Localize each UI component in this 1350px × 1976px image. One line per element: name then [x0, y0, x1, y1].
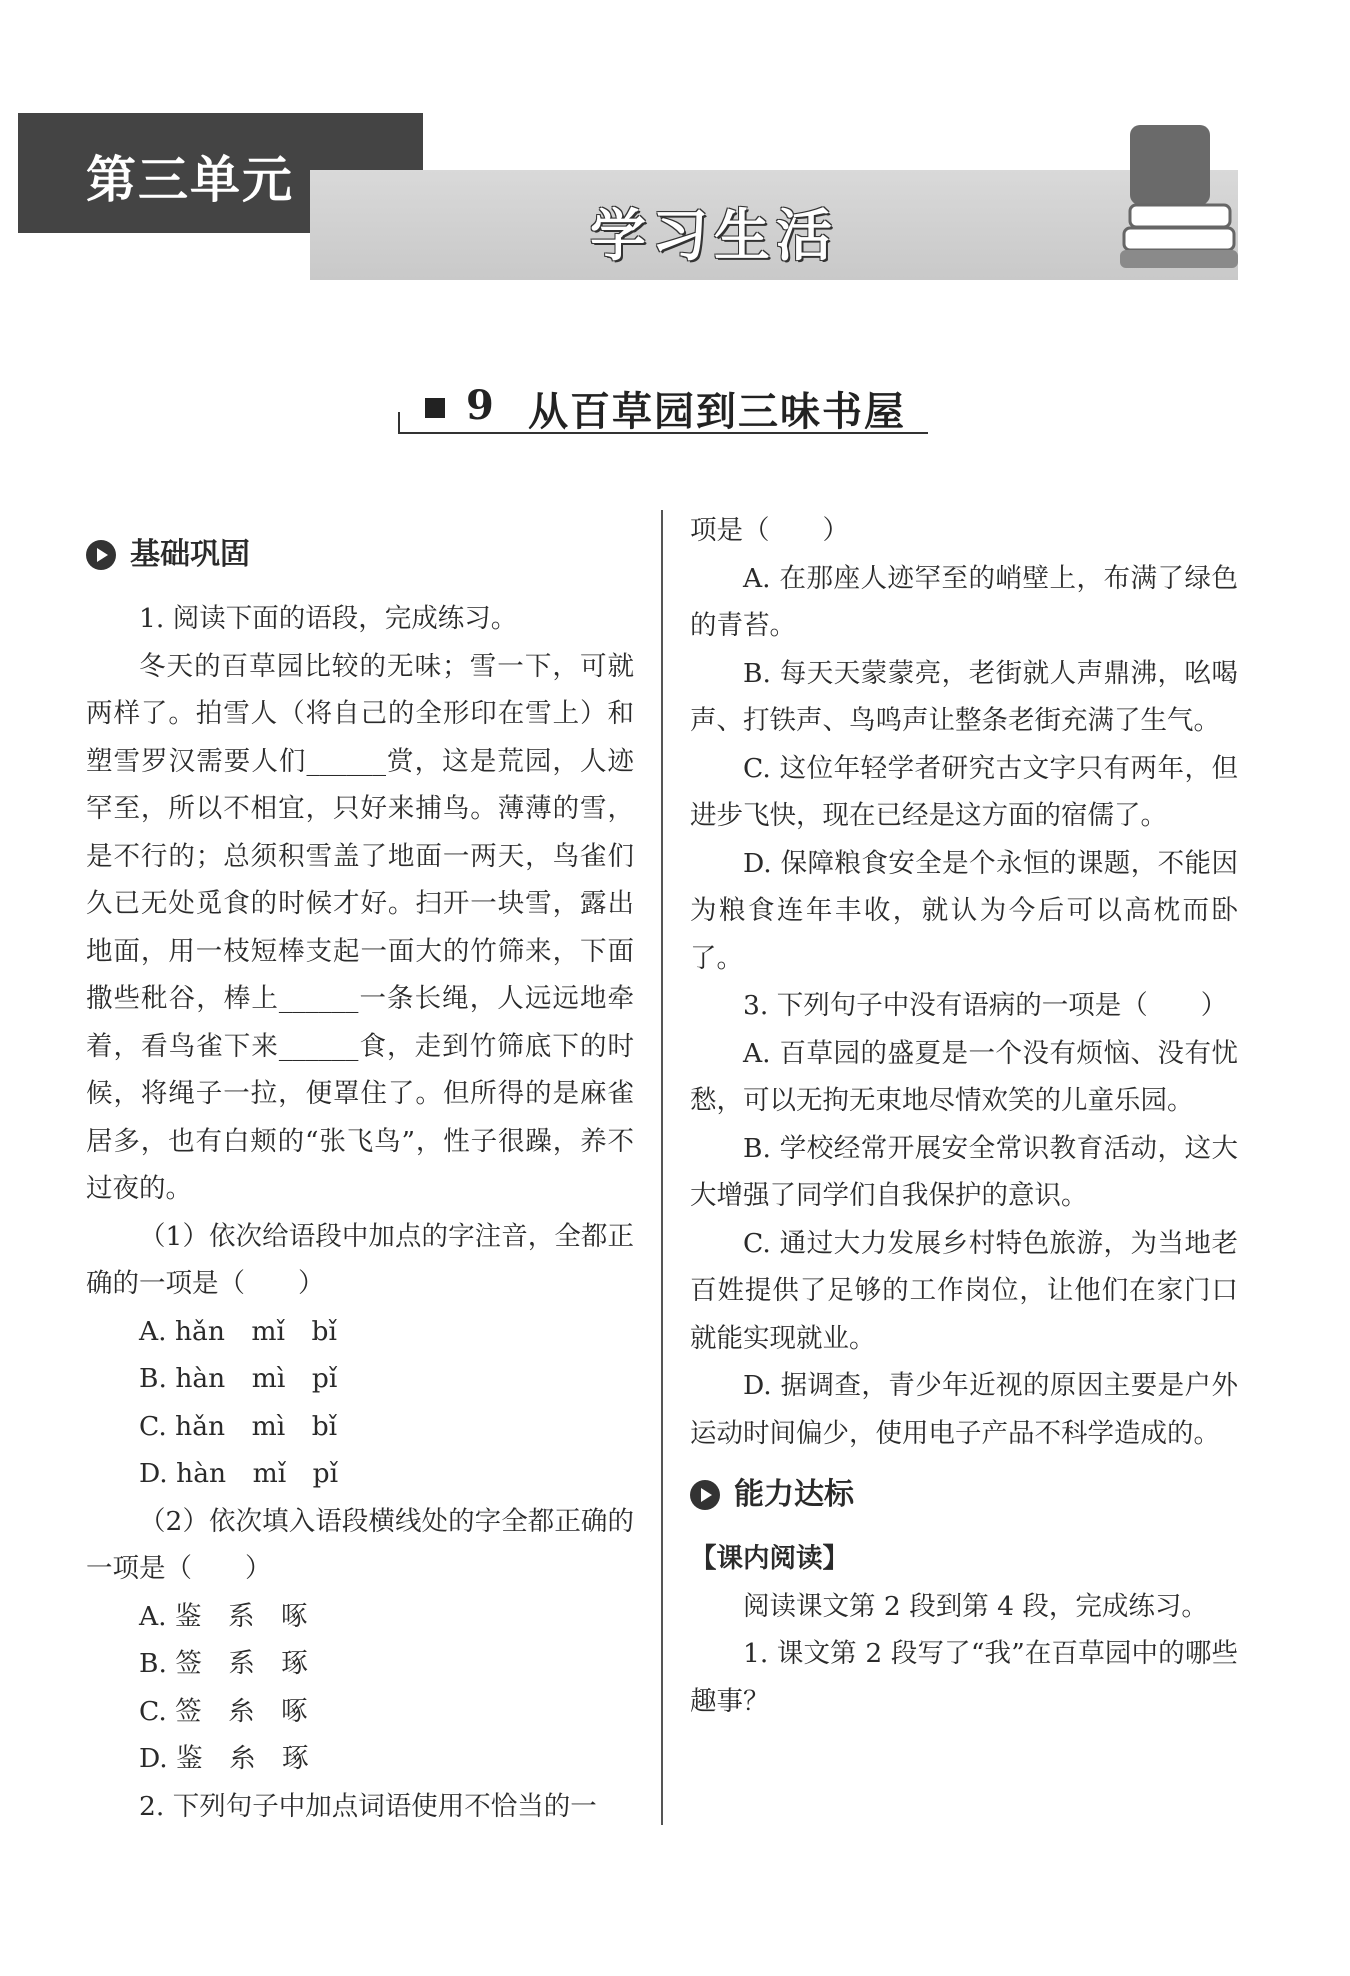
answer-option: D. hàn mǐ pǐ: [139, 1458, 339, 1489]
answer-option: C. 通过大力发展乡村特色旅游，为当地老百姓提供了足够的工作岗位，让他们在家门口就能实现就业。: [690, 1227, 1238, 1354]
question-3-stem: 3. 下列句子中没有语病的一项是（ ）: [743, 990, 1228, 1021]
play-bullet-icon: [690, 1480, 720, 1510]
answer-option: D. 保障粮食安全是个永恒的课题，不能因为粮食连年丰收，就认为今后可以高枕而卧了。: [690, 847, 1238, 974]
section-title: 能力达标: [734, 1477, 854, 1513]
subquestion-2-stem: （2）依次填入语段横线处的字全都正确的一项是（ ）: [86, 1505, 634, 1584]
section-heading-ability: [690, 1465, 1238, 1525]
question-2-stem-start: 2. 下列句子中加点词语使用不恰当的一: [139, 1790, 597, 1822]
subquestion-1-stem: （1）依次给语段中加点的字注音，全都正确的一项是（ ）: [86, 1220, 634, 1299]
column-divider: [661, 510, 663, 1825]
section-title: 基础巩固: [130, 537, 250, 573]
right-column: [690, 507, 1238, 1725]
question-2-stem-end: 项是（ ）: [690, 515, 849, 546]
passage-text: 冬天的百草园比较的无味；雪一下，可就两样了。拍雪人（将自己的全形印在雪上）和塑雪罗汉需要人们______赏，这是荒园，人迹罕至，所以不相宜，只好来捕鸟。薄薄的雪，是不行的；总须积雪盖了地面一两天，鸟雀们久已无处觅食的时候才好。扫开一块雪，露出地面，用一枝短棒支起一面大的竹筛来，下面撒些秕谷，棒上______一条长绳，人远远地牵着，看鸟雀下来______食，走到竹筛底下的时候，将绳子一拉，便罩住了。但所得的是麻雀居多，也有白颊的“张飞鸟”，性子很躁，养不过夜的。: [86, 650, 634, 1204]
answer-option: C. 这位年轻学者研究古文字只有两年，但进步飞快，现在已经是这方面的宿儒了。: [690, 752, 1238, 831]
answer-option: A. 在那座人迹罕至的峭壁上，布满了绿色的青苔。: [690, 562, 1238, 641]
answer-option: D. 鉴 糸 琢: [139, 1743, 309, 1774]
answer-option: C. hǎn mì bǐ: [139, 1410, 338, 1442]
question-1-stem: 1. 阅读下面的语段，完成练习。: [139, 603, 518, 634]
answer-option: B. hàn mì pǐ: [139, 1363, 338, 1394]
unit-label: 第三单元: [86, 151, 294, 209]
lesson-title: 从百草园到三味书屋: [528, 388, 906, 435]
answer-option: C. 签 糸 啄: [139, 1695, 308, 1727]
answer-option: A. 鉴 系 啄: [139, 1600, 308, 1632]
reading-question-1: 1. 课文第 2 段写了“我”在百草园中的哪些趣事？: [690, 1638, 1238, 1717]
unit-title: 学习生活: [590, 204, 838, 269]
subsection-title: 【课内阅读】: [690, 1543, 849, 1574]
play-bullet-icon: [86, 540, 116, 570]
answer-option: A. hǎn mǐ bǐ: [139, 1315, 337, 1347]
lesson-number: 9: [466, 382, 494, 429]
answer-option: D. 据调查，青少年近视的原因主要是户外运动时间偏少，使用电子产品不科学造成的。: [690, 1370, 1238, 1449]
lesson-square-icon: [425, 398, 445, 418]
answer-option: B. 签 系 琢: [139, 1648, 308, 1679]
answer-option: A. 百草园的盛夏是一个没有烦恼、没有忧愁，可以无拘无束地尽情欢笑的儿童乐园。: [690, 1037, 1238, 1116]
lesson-bracket: [398, 412, 400, 434]
books-icon: [1120, 120, 1238, 270]
section-heading-basics: [86, 525, 634, 585]
answer-option: B. 每天天蒙蒙亮，老街就人声鼎沸，吆喝声、打铁声、鸟鸣声让整条老街充满了生气。: [690, 657, 1238, 736]
reading-instructions: 阅读课文第 2 段到第 4 段，完成练习。: [743, 1590, 1208, 1622]
left-column: [86, 525, 634, 1830]
answer-option: B. 学校经常开展安全常识教育活动，这大大增强了同学们自我保护的意识。: [690, 1132, 1238, 1211]
